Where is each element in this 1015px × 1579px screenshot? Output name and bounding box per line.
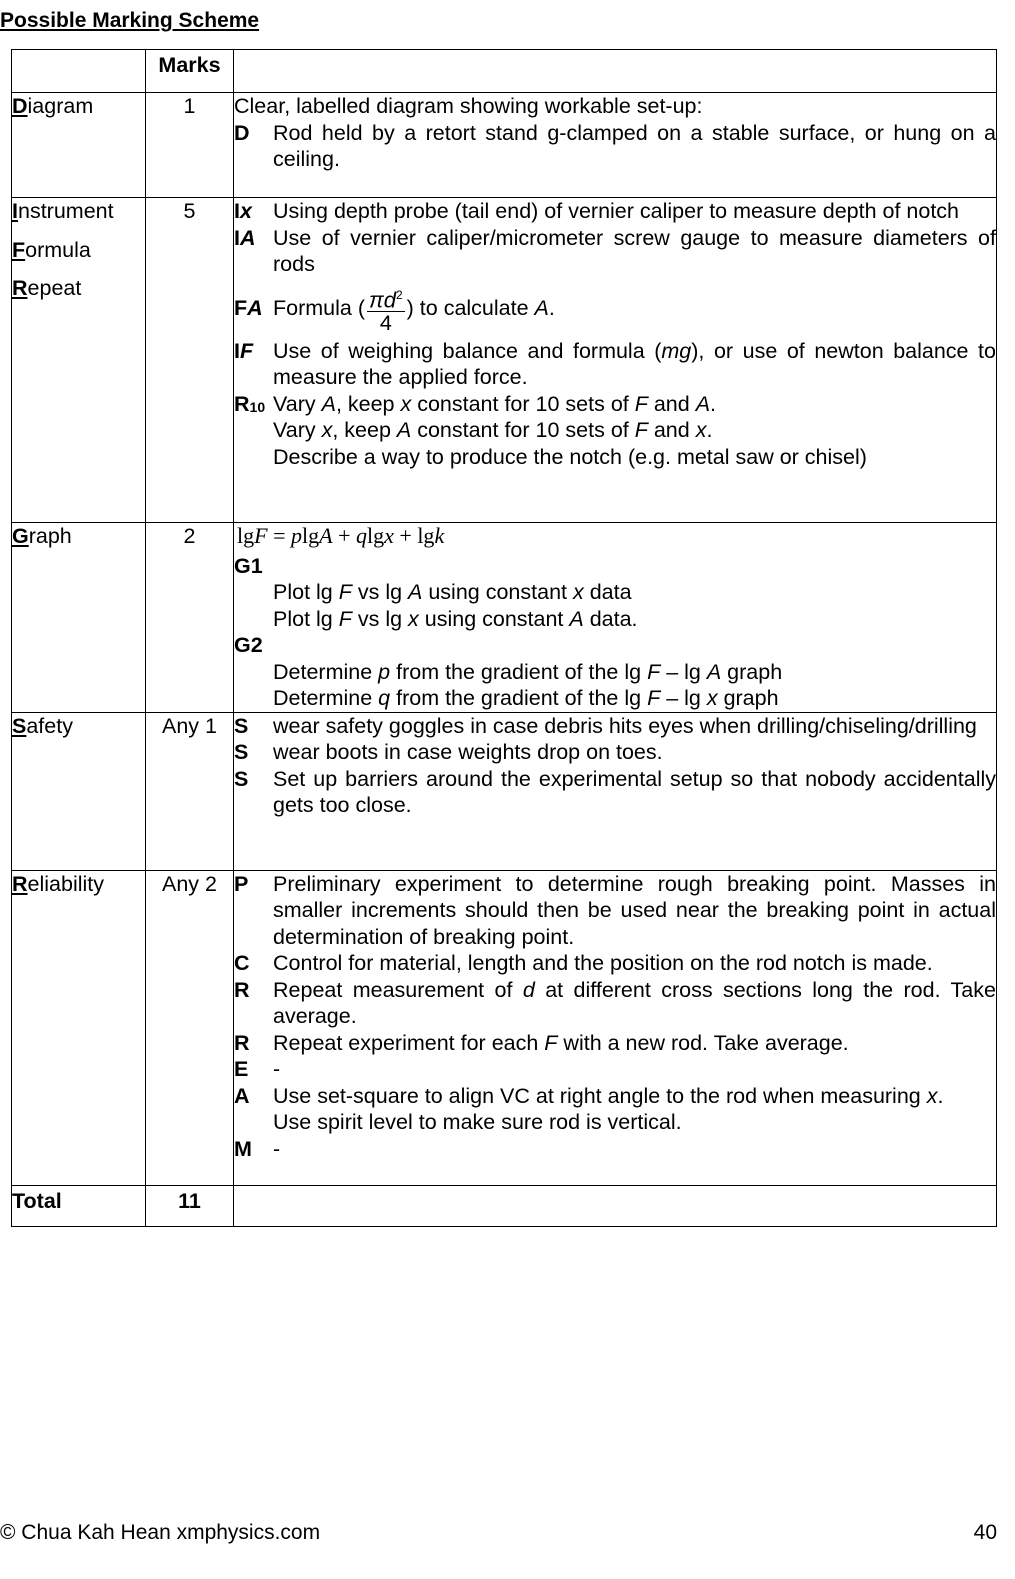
copyright-text: © Chua Kah Hean xmphysics.com: [0, 1521, 321, 1544]
category-repeat: Repeat: [12, 276, 82, 300]
criterion-M: M -: [234, 1136, 281, 1161]
table-row-graph: [12, 523, 997, 713]
page-title: Possible Marking Scheme: [0, 9, 260, 32]
category-cell: [12, 870, 146, 1185]
category-cell: [12, 712, 146, 870]
table-header-row: [12, 50, 997, 93]
table-row-instrument-formula-repeat: [12, 198, 997, 523]
header-category-cell: [12, 50, 146, 93]
criterion-FA: FA Formula ( $\frac{\pi d^2}{4}$ ) to calculate A .: [234, 284, 996, 334]
criterion-R2: R Repeat experiment for each F with a new rod. Take average.: [234, 1030, 849, 1055]
marks-cell: 5: [146, 198, 234, 523]
area-formula-fraction: $\frac{\pi d^2}{4}$: [367, 284, 405, 334]
criterion-G2: G2 Determine p from the gradient of the lg F – lg A graph Determine q from the gradient of the lg F – lg x graph: [234, 633, 783, 710]
table-row-reliability: [12, 870, 997, 1185]
table-row-diagram: [12, 93, 997, 198]
criterion-P: P Preliminary experiment to determine rough breaking point. Masses in smaller increments should then be used near the breaking point in actual determination of breaking point.: [234, 871, 996, 949]
category-reliability: Reliability: [12, 871, 105, 896]
diagram-intro: Clear, labelled diagram showing workable set-up:: [234, 94, 703, 118]
category-cell: [12, 198, 146, 523]
criterion-S1: S wear safety goggles in case debris hits eyes when drilling/chiseling/drilling: [234, 713, 977, 738]
criterion-IA: IA Use of vernier caliper/micrometer screw gauge to measure diameters of rods: [234, 225, 996, 276]
total-description: [234, 1185, 997, 1226]
category-instrument: Instrument: [12, 199, 114, 223]
description-cell: [234, 93, 997, 198]
description-cell: [234, 712, 997, 870]
total-label: Total: [12, 1185, 146, 1226]
marks-cell: Any 2: [146, 870, 234, 1185]
table-row-safety: [12, 712, 997, 870]
marking-scheme-table: [11, 49, 997, 1227]
page-number: 40: [973, 1521, 997, 1544]
marks-cell: 2: [146, 523, 234, 713]
log-equation: lgF = plgA + qlgx + lgk: [237, 523, 445, 548]
criterion-IF: IF Use of weighing balance and formula (mg), or use of newton balance to measure the applied force.: [234, 338, 996, 390]
header-marks-cell: Marks: [146, 50, 234, 93]
category-cell: [12, 93, 146, 198]
criterion-A: A Use set-square to align VC at right angle to the rod when measuring x. Use spirit level to make sure rod is vertical.: [234, 1083, 944, 1134]
criterion-Ix: Ix Using depth probe (tail end) of vernier caliper to measure depth of notch: [234, 199, 960, 223]
criterion-G1: G1 Plot lg F vs lg A using constant x data Plot lg F vs lg x using constant A data.: [234, 553, 638, 631]
description-cell: [234, 870, 997, 1185]
description-cell: [234, 523, 997, 713]
criterion-S2: S wear boots in case weights drop on toes.: [234, 740, 663, 764]
table-row-total: [12, 1185, 997, 1226]
criterion-R1: R Repeat measurement of d at different cross sections long the rod. Take average.: [234, 977, 996, 1028]
category-diagram: Diagram: [12, 94, 94, 118]
criterion-C: C Control for material, length and the position on the rod notch is made.: [234, 951, 933, 975]
criterion-S3: S Set up barriers around the experimental setup so that nobody accidentally gets too close.: [234, 766, 996, 817]
criterion-R10: $R_{10}$ Vary A, keep x constant for 10 sets of F and A. Vary x, keep A constant for 10 sets of F and x. Describe a way to produce the notch (e.g. metal saw or chisel): [234, 391, 867, 469]
criterion-D: D Rod held by a retort stand g-clamped on a stable surface, or hung on a ceiling.: [234, 120, 996, 171]
header-description-cell: [234, 50, 997, 93]
marks-cell: 1: [146, 93, 234, 198]
category-safety: Safety: [12, 713, 73, 738]
criterion-E: E -: [234, 1057, 281, 1081]
marks-cell: Any 1: [146, 712, 234, 870]
category-formula: Formula: [12, 237, 91, 262]
description-cell: [234, 198, 997, 523]
category-cell: [12, 523, 146, 713]
total-marks: 11: [146, 1185, 234, 1226]
category-graph: Graph: [12, 524, 72, 548]
